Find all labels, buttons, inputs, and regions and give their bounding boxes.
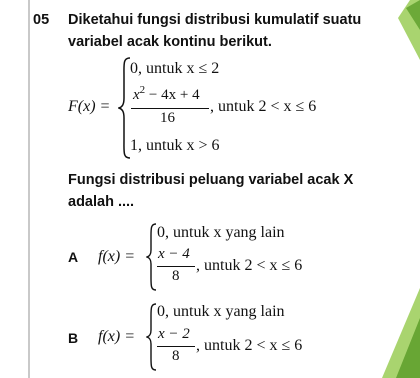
option-a-case-1: 0, untuk x yang lain	[157, 224, 285, 241]
option-a-denominator: 8	[172, 268, 180, 284]
cdf-case-1: 0, untuk x ≤ 2	[130, 60, 220, 77]
numerator-exponent: 2	[139, 84, 146, 96]
cdf-case-2-denominator: 16	[160, 110, 175, 126]
option-b-lhs: f(x) =	[98, 328, 135, 345]
option-a-lhs: f(x) =	[98, 248, 135, 265]
left-rule-divider	[28, 0, 30, 378]
green-corner-decoration-top	[380, 0, 420, 60]
cdf-lhs: F(x) =	[68, 98, 111, 115]
prompt-text-line-2: adalah ....	[68, 194, 135, 210]
option-a-label: A	[68, 249, 79, 265]
cdf-case-3: 1, untuk x > 6	[130, 137, 220, 154]
option-b-label: B	[68, 330, 79, 346]
green-corner-decoration-bottom	[372, 288, 420, 378]
option-b-denominator: 8	[172, 348, 180, 364]
question-text-line-2: variabel acak kontinu berikut.	[68, 34, 272, 50]
question-number: 05	[33, 12, 50, 28]
numerator-var: x	[133, 87, 140, 103]
cdf-case-2-numerator	[133, 84, 200, 104]
cdf-case-2-condition: , untuk 2 < x ≤ 6	[210, 98, 317, 115]
option-b-numerator: x − 2	[158, 326, 190, 342]
numerator-rest: − 4x + 4	[145, 87, 200, 103]
option-b-condition: , untuk 2 < x ≤ 6	[196, 337, 303, 354]
option-a-numerator: x − 4	[158, 246, 190, 262]
prompt-text-line-1: Fungsi distribusi peluang variabel acak X	[68, 172, 354, 188]
option-a-condition: , untuk 2 < x ≤ 6	[196, 257, 303, 274]
question-text-line-1: Diketahui fungsi distribusi kumulatif suatu	[68, 12, 362, 28]
option-b-case-1: 0, untuk x yang lain	[157, 303, 285, 320]
